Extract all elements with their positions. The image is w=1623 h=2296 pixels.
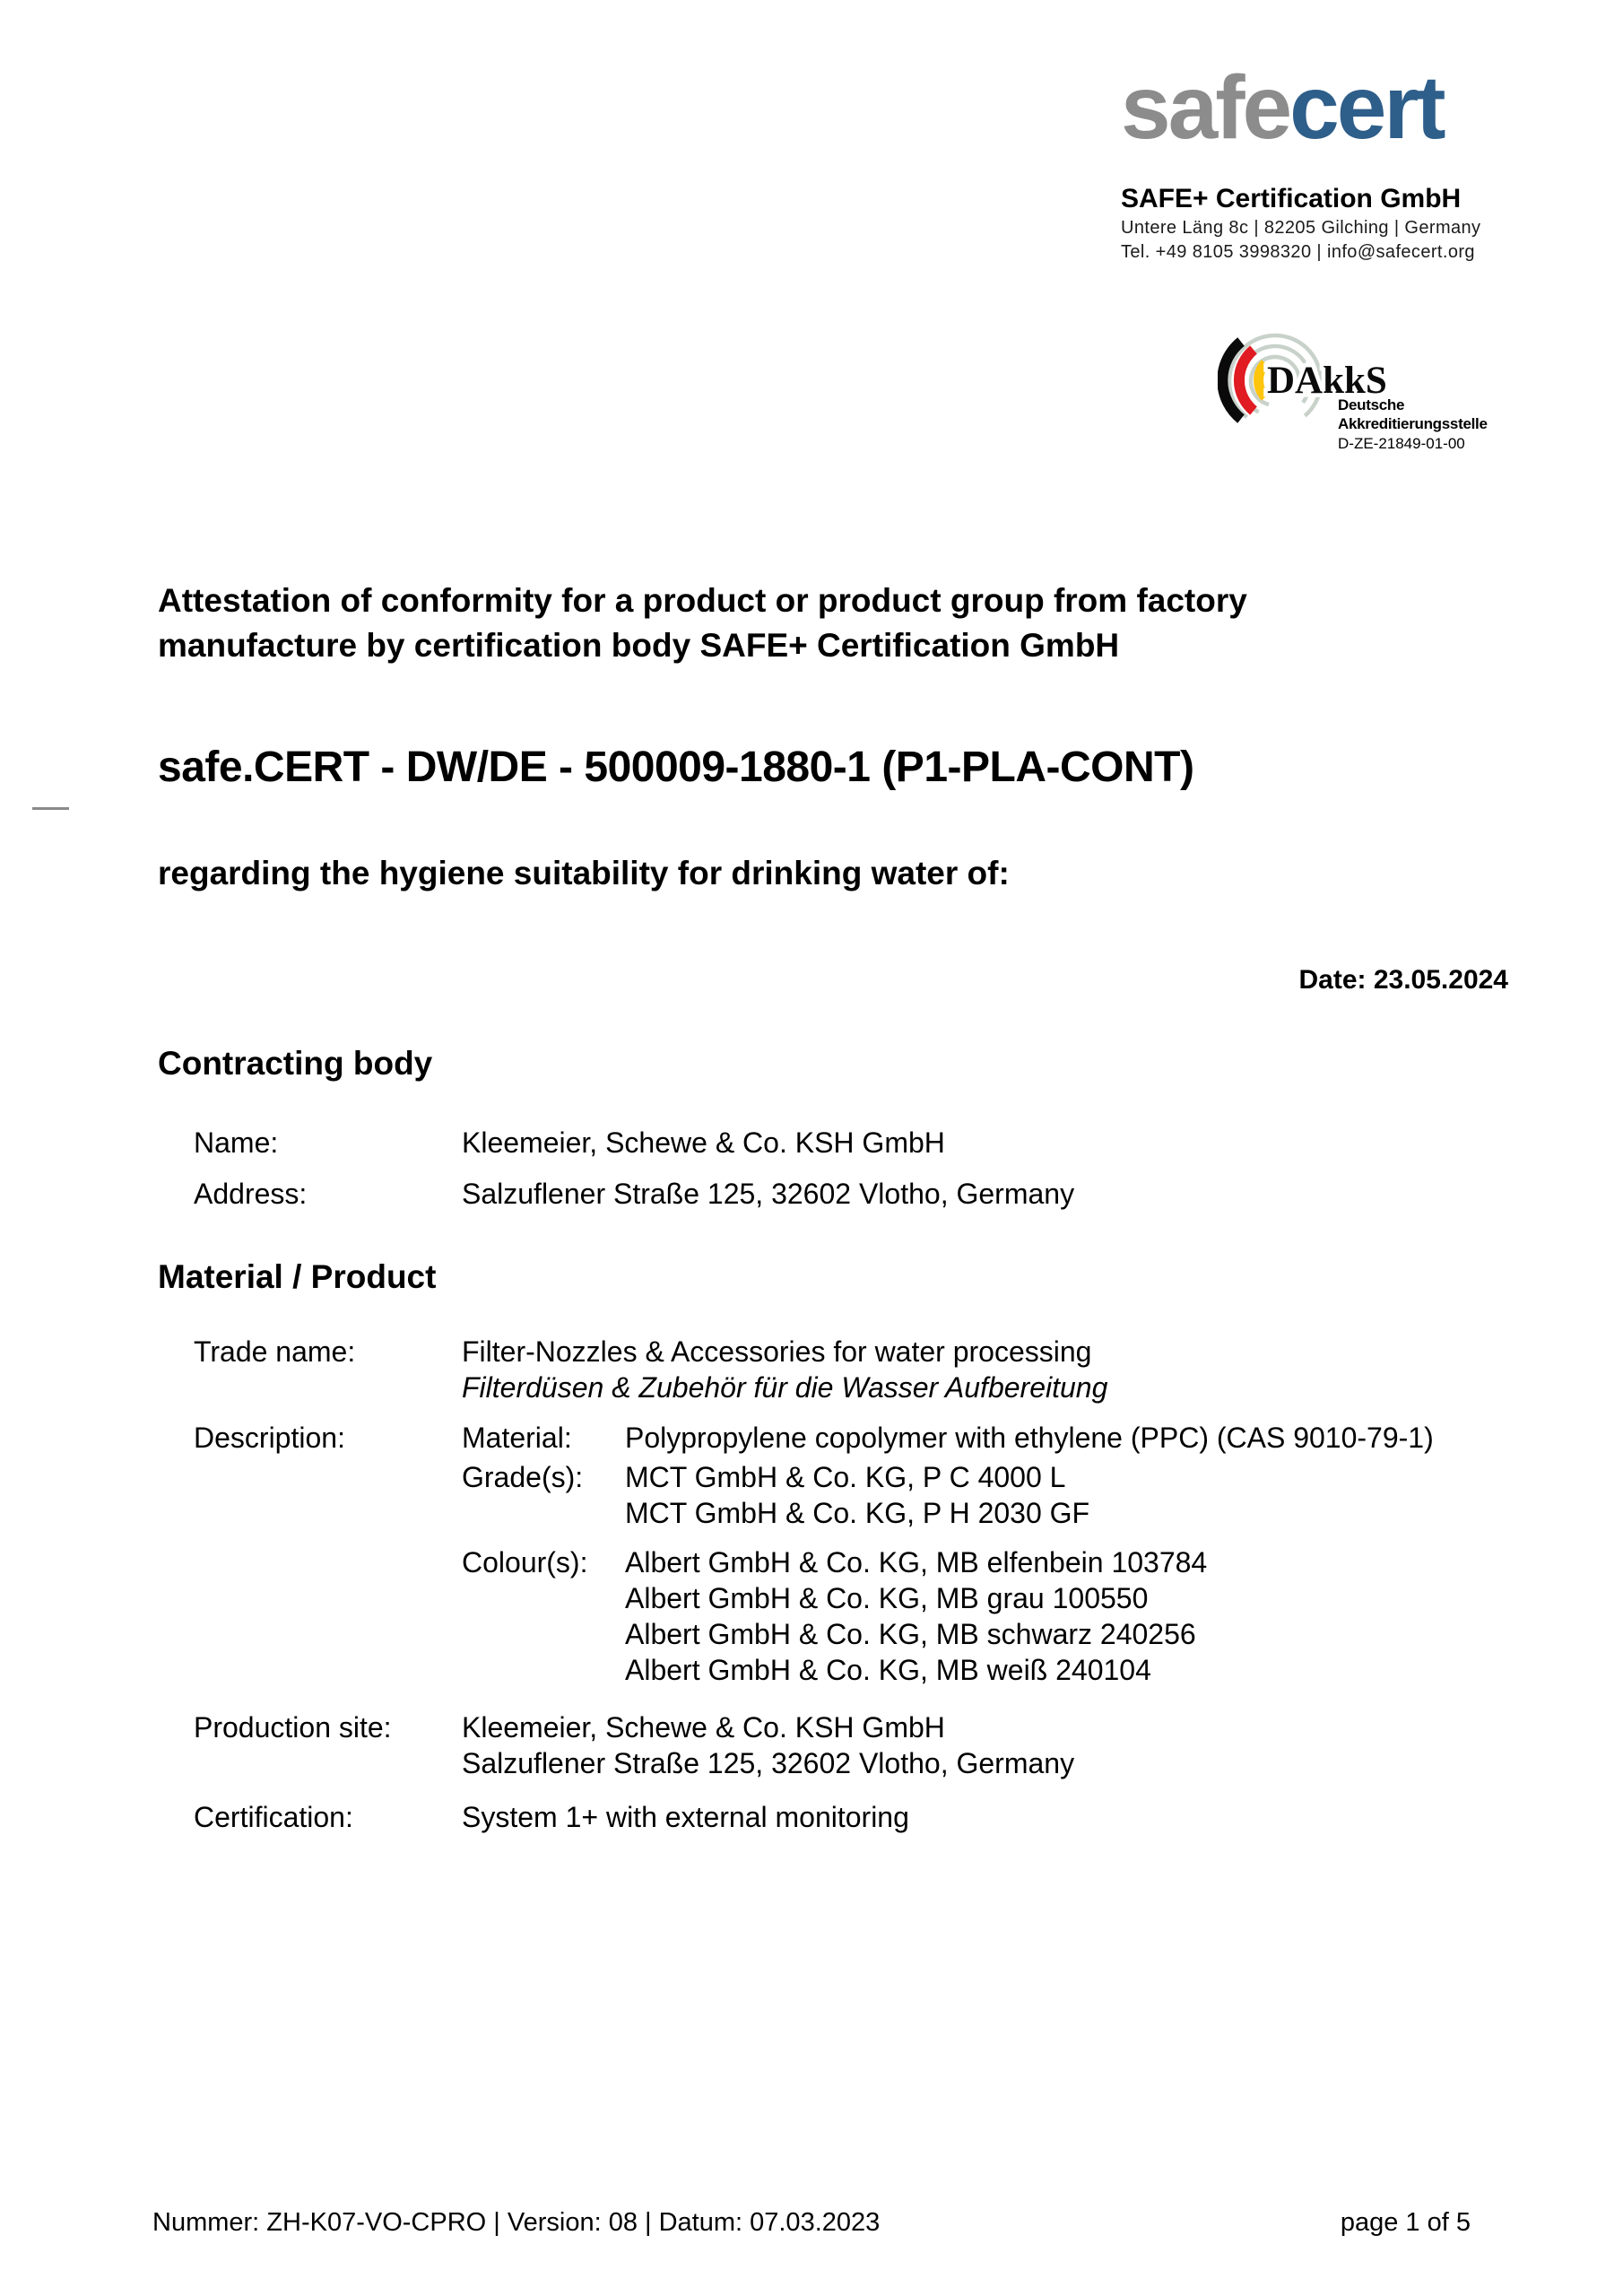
certificate-subtitle: regarding the hygiene suitability for drinking water of: bbox=[158, 855, 1010, 891]
dakks-subtitle-line2: Akkreditierungsstelle bbox=[1338, 415, 1488, 432]
dakks-accreditation-block bbox=[1218, 330, 1527, 469]
grades-values bbox=[625, 1459, 1089, 1531]
footer-page-number: page 1 of 5 bbox=[1340, 2208, 1471, 2237]
provider-contact: Tel. +49 8105 3998320 | info@safecert.org bbox=[1121, 242, 1475, 262]
colours-label: Colour(s): bbox=[462, 1546, 588, 1578]
colour-item: Albert GmbH & Co. KG, MB weiß 240104 bbox=[625, 1654, 1151, 1686]
brand-block bbox=[1121, 57, 1524, 263]
trade-name-value bbox=[462, 1334, 1107, 1405]
attestation-heading-line1: Attestation of conformity for a product or product group from factory bbox=[158, 582, 1247, 619]
colour-item: Albert GmbH & Co. KG, MB elfenbein 103784 bbox=[625, 1546, 1208, 1578]
production-site-label: Production site: bbox=[194, 1711, 392, 1744]
contracting-body-heading: Contracting body bbox=[158, 1045, 433, 1082]
colours-spacer bbox=[194, 1544, 462, 1688]
attestation-heading bbox=[158, 578, 1503, 668]
provider-name: SAFE+ Certification GmbH bbox=[1121, 184, 1462, 213]
address-label: Address: bbox=[194, 1178, 308, 1210]
grades-label: Grade(s): bbox=[462, 1461, 584, 1493]
grade-item: MCT GmbH & Co. KG, P H 2030 GF bbox=[625, 1497, 1090, 1529]
safecert-logo-gray-part: safe bbox=[1121, 57, 1290, 158]
colour-item: Albert GmbH & Co. KG, MB grau 100550 bbox=[625, 1582, 1149, 1614]
safecert-logo-blue-part: cert bbox=[1289, 57, 1444, 158]
material-product-heading: Material / Product bbox=[158, 1258, 437, 1295]
trade-name-german: Filterdüsen & Zubehör für die Wasser Aufbereitung bbox=[462, 1371, 1108, 1404]
page-fold-mark bbox=[32, 807, 69, 810]
trade-name-label: Trade name: bbox=[194, 1335, 356, 1368]
grades-row bbox=[194, 1459, 1089, 1531]
certification-value: System 1+ with external monitoring bbox=[462, 1801, 909, 1833]
dakks-accreditation-code: D-ZE-21849-01-00 bbox=[1338, 435, 1465, 452]
safecert-logo bbox=[1121, 57, 1524, 158]
production-site-line2: Salzuflener Straße 125, 32602 Vlotho, Germany bbox=[462, 1747, 1075, 1779]
colours-values bbox=[625, 1544, 1207, 1688]
material-label: Material: bbox=[462, 1422, 572, 1454]
grade-item: MCT GmbH & Co. KG, P C 4000 L bbox=[625, 1461, 1066, 1493]
address-value: Salzuflener Straße 125, 32602 Vlotho, Germany bbox=[462, 1178, 1075, 1210]
trade-name-row bbox=[194, 1334, 1107, 1405]
description-label: Description: bbox=[194, 1422, 345, 1454]
certificate-date: Date: 23.05.2024 bbox=[1298, 965, 1508, 995]
certificate-number-title: safe.CERT - DW/DE - 500009-1880-1 (P1-PLA-CONT) bbox=[158, 744, 1194, 791]
dakks-title: DAkkS bbox=[1267, 360, 1387, 402]
production-site-row bbox=[194, 1709, 1074, 1781]
provider-address: Untere Läng 8c | 82205 Gilching | Germany bbox=[1121, 218, 1481, 238]
contracting-name-row bbox=[194, 1125, 945, 1161]
certification-label: Certification: bbox=[194, 1801, 353, 1833]
certification-row bbox=[194, 1799, 909, 1835]
production-site-value bbox=[462, 1709, 1074, 1781]
page-footer bbox=[152, 2208, 1471, 2238]
trade-name-english: Filter-Nozzles & Accessories for water processing bbox=[462, 1335, 1092, 1368]
description-material-row bbox=[194, 1420, 1434, 1456]
footer-document-info: Nummer: ZH-K07-VO-CPRO | Version: 08 | Datum: 07.03.2023 bbox=[152, 2208, 881, 2237]
dakks-subtitle-line1: Deutsche bbox=[1338, 396, 1405, 413]
colours-row bbox=[194, 1544, 1207, 1688]
material-value: Polypropylene copolymer with ethylene (PPC) (CAS 9010-79-1) bbox=[625, 1422, 1434, 1454]
attestation-heading-line2: manufacture by certification body SAFE+ Certification GmbH bbox=[158, 627, 1120, 664]
grades-spacer bbox=[194, 1459, 462, 1531]
production-site-line1: Kleemeier, Schewe & Co. KSH GmbH bbox=[462, 1711, 945, 1744]
name-value: Kleemeier, Schewe & Co. KSH GmbH bbox=[462, 1126, 945, 1159]
colour-item: Albert GmbH & Co. KG, MB schwarz 240256 bbox=[625, 1618, 1196, 1650]
contracting-address-row bbox=[194, 1176, 1074, 1212]
name-label: Name: bbox=[194, 1126, 279, 1159]
